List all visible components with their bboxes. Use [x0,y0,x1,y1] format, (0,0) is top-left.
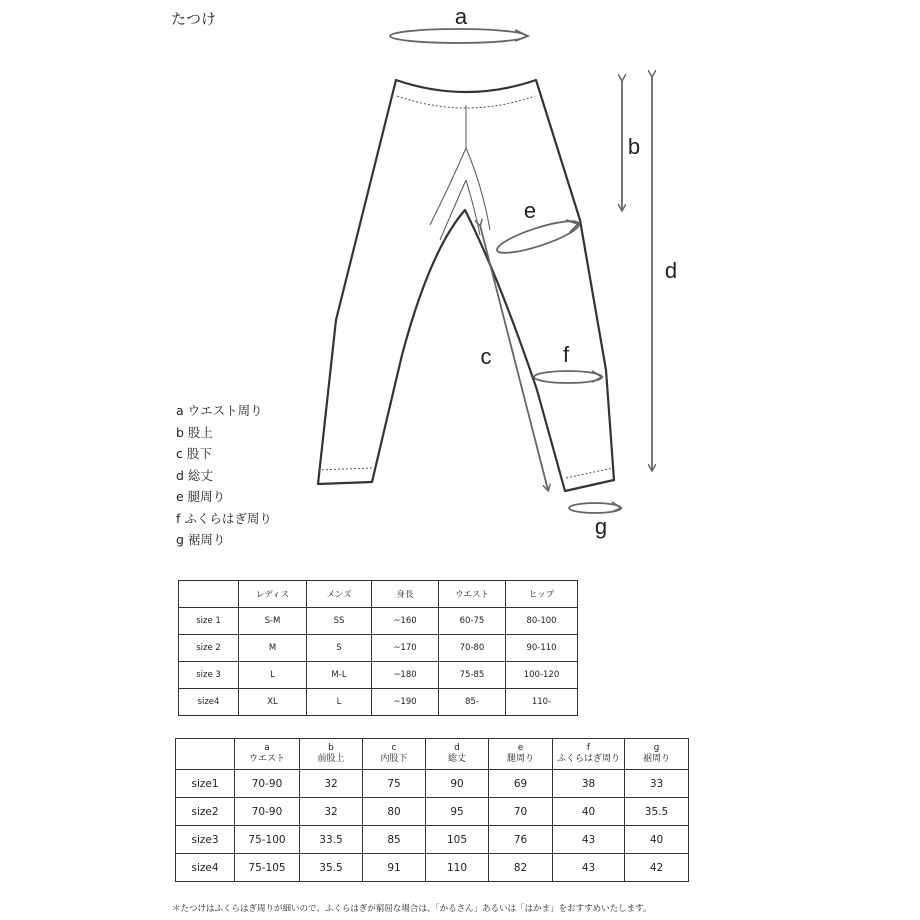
table-cell: e 腿周り [489,739,553,770]
table-cell: 身長 [372,581,439,608]
table-cell: 75 [363,770,426,798]
page-title: たつけ [171,10,217,28]
table-cell: f ふくらはぎ周り [553,739,625,770]
table-cell: M [239,635,307,662]
table-cell: c 内股下 [363,739,426,770]
table-cell: 43 [553,826,625,854]
label-d: d [664,258,678,283]
table-row [176,770,689,798]
table-cell: 32 [300,798,363,826]
table-cell: 70-80 [439,635,506,662]
table-cell: size2 [176,798,235,826]
table-cell: 105 [426,826,489,854]
table-cell: M-L [307,662,372,689]
table-cell: size4 [176,854,235,882]
table-cell: 38 [553,770,625,798]
table-cell: 90-110 [506,635,578,662]
table-cell: 110 [426,854,489,882]
table-cell: 35.5 [625,798,689,826]
table-cell: L [239,662,307,689]
table-cell: S-M [239,608,307,635]
measure-labels [455,4,677,539]
table-cell: ~170 [372,635,439,662]
table-cell: 70 [489,798,553,826]
table-cell: メンズ [307,581,372,608]
table-cell: 91 [363,854,426,882]
table-header-row [179,581,578,608]
table-cell: 70-90 [235,770,300,798]
legend-item-a: a ウエスト周り [176,403,263,418]
table-row [176,854,689,882]
table-cell: size 1 [179,608,239,635]
table-cell: 76 [489,826,553,854]
pants-details [318,96,613,478]
table-cell: 100-120 [506,662,578,689]
table-cell: a ウエスト [235,739,300,770]
table-cell: S [307,635,372,662]
table-cell: SS [307,608,372,635]
table-cell: 80 [363,798,426,826]
table-header-row [176,739,689,770]
table-row [179,608,578,635]
table-row [179,635,578,662]
measurement-table [175,738,689,882]
table-cell: 33.5 [300,826,363,854]
table-cell: 82 [489,854,553,882]
label-c: c [480,344,492,369]
table-cell: 32 [300,770,363,798]
table-cell: 95 [426,798,489,826]
table-cell: L [307,689,372,716]
label-g: g [594,514,608,539]
table-cell: レディス [239,581,307,608]
label-f: f [562,342,570,367]
table-cell: size1 [176,770,235,798]
table-cell: 75-85 [439,662,506,689]
legend-item-e: e 腿周り [176,489,226,504]
table-row [179,662,578,689]
table-cell: size4 [179,689,239,716]
table-cell: 80-100 [506,608,578,635]
table-cell [179,581,239,608]
table-row [176,798,689,826]
table-cell: 75-100 [235,826,300,854]
table-cell: ~160 [372,608,439,635]
table-cell [176,739,235,770]
table-cell: ウエスト [439,581,506,608]
footnote: ＊たつけはふくらはぎ周りが細いので、ふくらはぎが窮屈な場合は、「かるさん」あるいは「はかま」をおすすめいたします。 [172,904,652,914]
table-row [179,689,578,716]
table-cell: 110- [506,689,578,716]
table-cell: d 総丈 [426,739,489,770]
size-chart-table [178,580,578,716]
table-cell: ~180 [372,662,439,689]
table-cell: 40 [625,826,689,854]
table-cell: size 2 [179,635,239,662]
legend-item-g: g 裾周り [176,532,226,547]
table-row [176,826,689,854]
table-cell: 85- [439,689,506,716]
legend-item-d: d 総丈 [176,467,213,483]
label-b: b [627,134,641,159]
table-cell: 70-90 [235,798,300,826]
legend-item-c: c 股下 [176,446,212,461]
legend-item-f: f ふくらはぎ周り [176,510,272,526]
table-cell: size 3 [179,662,239,689]
table-cell: XL [239,689,307,716]
table-cell: 90 [426,770,489,798]
measurement-legend [176,400,272,551]
legend-item-b: b 股上 [176,424,213,440]
table-cell: 35.5 [300,854,363,882]
table-cell: 33 [625,770,689,798]
label-a: a [454,4,468,29]
table-cell: 60-75 [439,608,506,635]
table-cell: 42 [625,854,689,882]
table-cell: 40 [553,798,625,826]
table-cell: ヒップ [506,581,578,608]
table-cell: 43 [553,854,625,882]
table-cell: 85 [363,826,426,854]
table-cell: 69 [489,770,553,798]
table-cell: ~190 [372,689,439,716]
table-cell: b 前股上 [300,739,363,770]
table-cell: 75-105 [235,854,300,882]
label-e: e [523,198,537,223]
table-cell: size3 [176,826,235,854]
table-cell: g 裾周り [625,739,689,770]
